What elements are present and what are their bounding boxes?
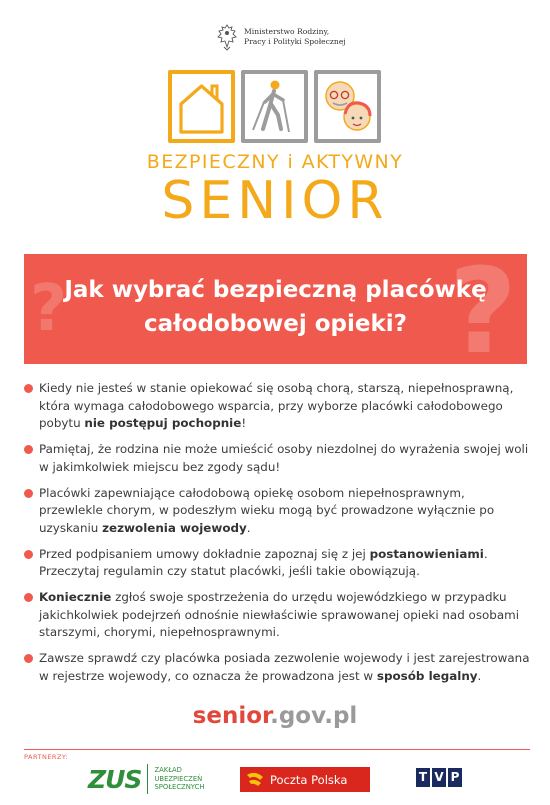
zus-separator bbox=[147, 764, 148, 794]
website-domain: .gov.pl bbox=[270, 703, 358, 729]
tvp-logo bbox=[416, 768, 462, 787]
footer-divider bbox=[24, 749, 530, 750]
bullet-dot-icon bbox=[24, 384, 33, 393]
zus-wordmark: ZUS bbox=[88, 764, 142, 794]
advice-item bbox=[24, 589, 530, 642]
tvp-letter: T bbox=[416, 768, 430, 787]
ministry-line2: Pracy i Polityki Społecznej bbox=[244, 37, 346, 46]
advice-text: Kiedy nie jesteś w stanie opiekować się osobą chorą, starszą, niepełnosprawną, która wymaga całodobowego wsparcia, przy wyborze placówki całodobowego pobytu bbox=[39, 381, 514, 430]
advice-bold: nie postępuj pochopnie bbox=[84, 416, 242, 430]
advice-text: zgłoś swoje spostrzeżenia do urzędu wojewódzkiego w przypadku jakichkolwiek podejrzeń odnośnie niewłaściwie sprawowanej opieki nad osobami starszymi, chorymi, niepełnosprawnymi. bbox=[39, 590, 520, 639]
advice-text: Pamiętaj, że rodzina nie może umieścić osoby niezdolnej do wyrażenia swojej woli w jakimkolwiek miejscu bez zgody sądu! bbox=[39, 442, 529, 474]
banner-title-line1: Jak wybrać bezpieczną placówkę bbox=[64, 277, 487, 303]
advice-text: Placówki zapewniające całodobową opiekę osobom niepełnosprawnym, przewlekle chorym, w podeszłym wieku mogą być prowadzone wyłącznie po uzyskaniu bbox=[39, 485, 495, 535]
walking-tile bbox=[241, 70, 308, 143]
advice-text-end: . bbox=[477, 668, 482, 683]
website-name: senior bbox=[192, 703, 271, 729]
advice-text: Zawsze sprawdź czy placówka posiada zezwolenie wojewody i jest zarejestrowana w rejestrze wojewody, co oznacza że prowadzona jest w bbox=[39, 651, 530, 683]
poczta-polska-logo bbox=[240, 767, 370, 792]
banner-title bbox=[24, 273, 527, 341]
zus-line3: SPOŁECZNYCH bbox=[154, 783, 205, 792]
question-mark-right-icon: ? bbox=[448, 254, 517, 364]
headline-banner bbox=[24, 254, 527, 364]
advice-bold: zezwolenia wojewody bbox=[102, 520, 247, 535]
partners-label: PARTNERZY: bbox=[24, 753, 69, 761]
brand-icon-tiles bbox=[168, 70, 381, 143]
ministry-line1: Ministerstwo Rodziny, bbox=[244, 27, 330, 36]
advice-list bbox=[24, 380, 530, 694]
brand-title: SENIOR bbox=[161, 171, 389, 231]
bullet-dot-icon bbox=[24, 654, 33, 663]
tvp-letter: P bbox=[448, 768, 462, 787]
advice-bold: Koniecznie bbox=[39, 590, 112, 604]
post-horn-icon bbox=[240, 767, 270, 792]
bullet-dot-icon bbox=[24, 445, 33, 454]
advice-bold: postanowieniami bbox=[369, 546, 484, 561]
zus-logo bbox=[88, 764, 204, 794]
bullet-dot-icon bbox=[24, 593, 33, 602]
website-link[interactable] bbox=[0, 703, 550, 729]
advice-text-end: . Przeczytaj regulamin czy statut placówki, jeśli takie obowiązują. bbox=[39, 546, 488, 578]
advice-text-end: . bbox=[246, 520, 251, 535]
ministry-name bbox=[244, 27, 346, 47]
ministry-header bbox=[216, 18, 346, 56]
advice-item bbox=[24, 546, 530, 581]
advice-bold: sposób legalny bbox=[376, 668, 478, 683]
advice-item bbox=[24, 485, 530, 538]
zus-line2: UBEZPIECZEŃ bbox=[154, 774, 203, 783]
tvp-letter: V bbox=[432, 768, 446, 787]
zus-line1: ZAKŁAD bbox=[154, 766, 182, 775]
advice-item bbox=[24, 441, 530, 476]
advice-text: Przed podpisaniem umowy dokładnie zapoznaj się z jej bbox=[39, 546, 370, 561]
eagle-emblem-icon bbox=[216, 23, 238, 51]
house-tile bbox=[168, 70, 235, 143]
advice-text-end: ! bbox=[241, 416, 247, 430]
walking-senior-icon bbox=[245, 74, 304, 139]
banner-title-line2: całodobowej opieki? bbox=[143, 311, 408, 337]
advice-item bbox=[24, 380, 530, 433]
senior-couple-icon bbox=[318, 74, 377, 139]
bullet-dot-icon bbox=[24, 489, 33, 498]
poczta-name: Poczta Polska bbox=[270, 772, 348, 787]
couple-tile bbox=[314, 70, 381, 143]
bullet-dot-icon bbox=[24, 550, 33, 559]
question-mark-left-icon: ? bbox=[30, 272, 68, 346]
zus-full-name bbox=[154, 766, 204, 792]
advice-item bbox=[24, 650, 530, 685]
house-icon bbox=[172, 74, 231, 139]
brand-tagline: BEZPIECZNY i AKTYWNY bbox=[146, 151, 404, 173]
